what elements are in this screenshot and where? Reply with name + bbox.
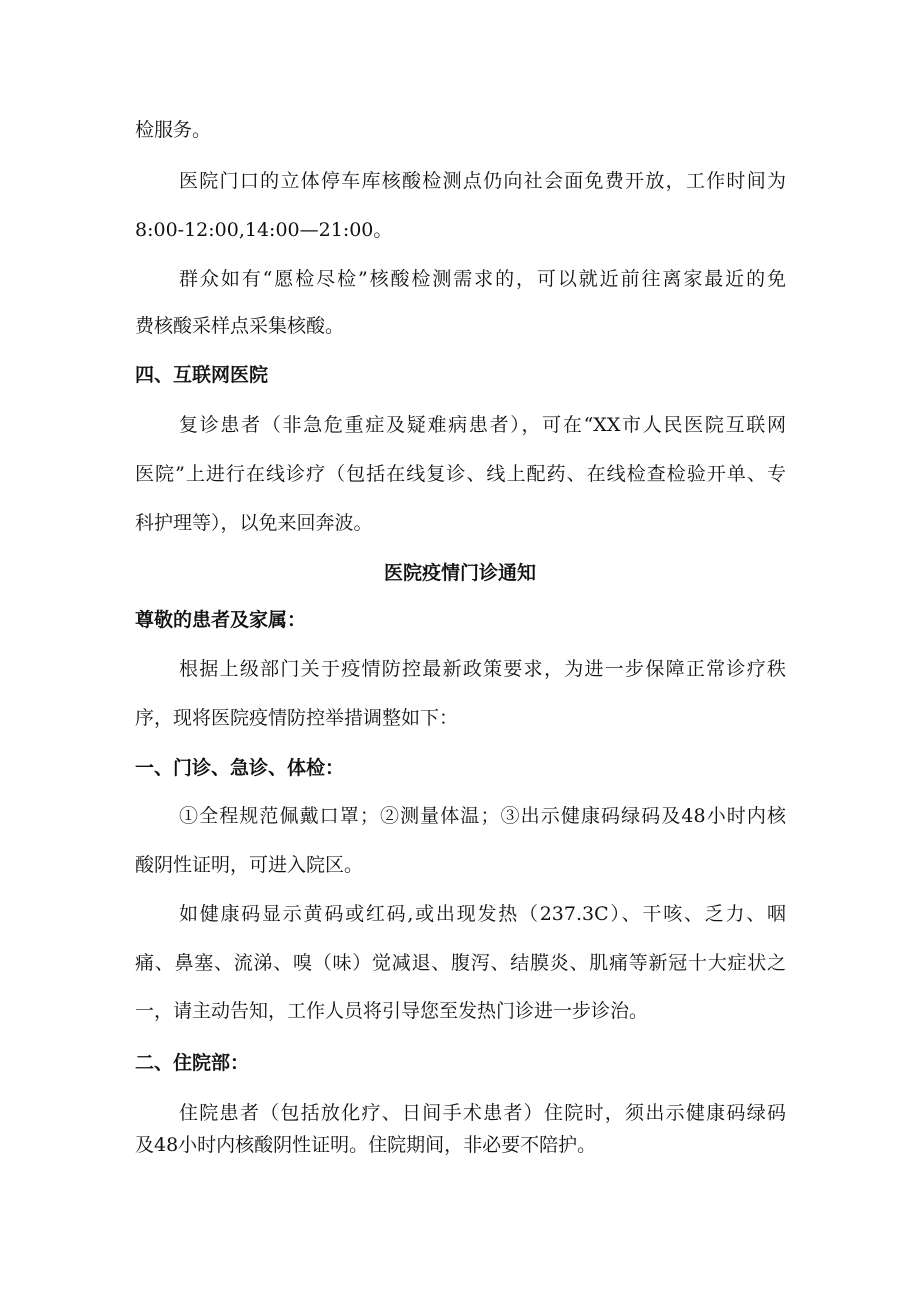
text-line: ①全程规范佩戴口罩；②测量体温；③出示健康码绿码及48小时内核 — [179, 805, 786, 827]
text-line: 住院患者（包括放化疗、日间手术患者）住院时，须出示健康码绿码 — [179, 1102, 786, 1124]
notice-title: 医院疫情门诊通知 — [383, 562, 536, 584]
text-line: 及48小时内核酸阴性证明。住院期间，非必要不陪护。 — [135, 1134, 597, 1156]
section-heading: 二、住院部： — [135, 1052, 250, 1074]
text-line: 序，现将医院疫情防控举措调整如下： — [135, 707, 459, 729]
text-line: 根据上级部门关于疫情防控最新政策要求，为进一步保障正常诊疗秩 — [179, 658, 786, 680]
text-line: 酸阴性证明，可进入院区。 — [135, 854, 364, 876]
text-line: 如健康码显示黄码或红码,或出现发热（237.3C）、干咳、乏力、咽 — [179, 903, 786, 925]
text-line: 医院门口的立体停车库核酸检测点仍向社会面免费开放，工作时间为 — [179, 170, 786, 192]
text-line: 一，请主动告知，工作人员将引导您至发热门诊进一步诊治。 — [135, 1000, 649, 1022]
text-line: 群众如有“愿检尽检”核酸检测需求的，可以就近前往离家最近的免 — [179, 268, 786, 290]
section-heading: 一、门诊、急诊、体检： — [135, 757, 345, 779]
text-line: 痛、鼻塞、流涕、嗅（味）觉减退、腹泻、结膜炎、肌痛等新冠十大症状之 — [135, 952, 786, 974]
text-line: 医院”上进行在线诊疗（包括在线复诊、线上配药、在线检查检验开单、专 — [135, 463, 786, 485]
text-line: 复诊患者（非急危重症及疑难病患者），可在“XX市人民医院互联网 — [179, 414, 786, 436]
salutation: 尊敬的患者及家属： — [135, 609, 307, 631]
text-line: 8:00-12:00,14:00—21:00。 — [135, 219, 393, 241]
text-line: 检服务。 — [135, 119, 212, 141]
text-line: 科护理等），以免来回奔波。 — [135, 512, 373, 534]
text-line: 费核酸采样点采集核酸。 — [135, 315, 345, 337]
section-heading: 四、互联网医院 — [135, 364, 269, 386]
